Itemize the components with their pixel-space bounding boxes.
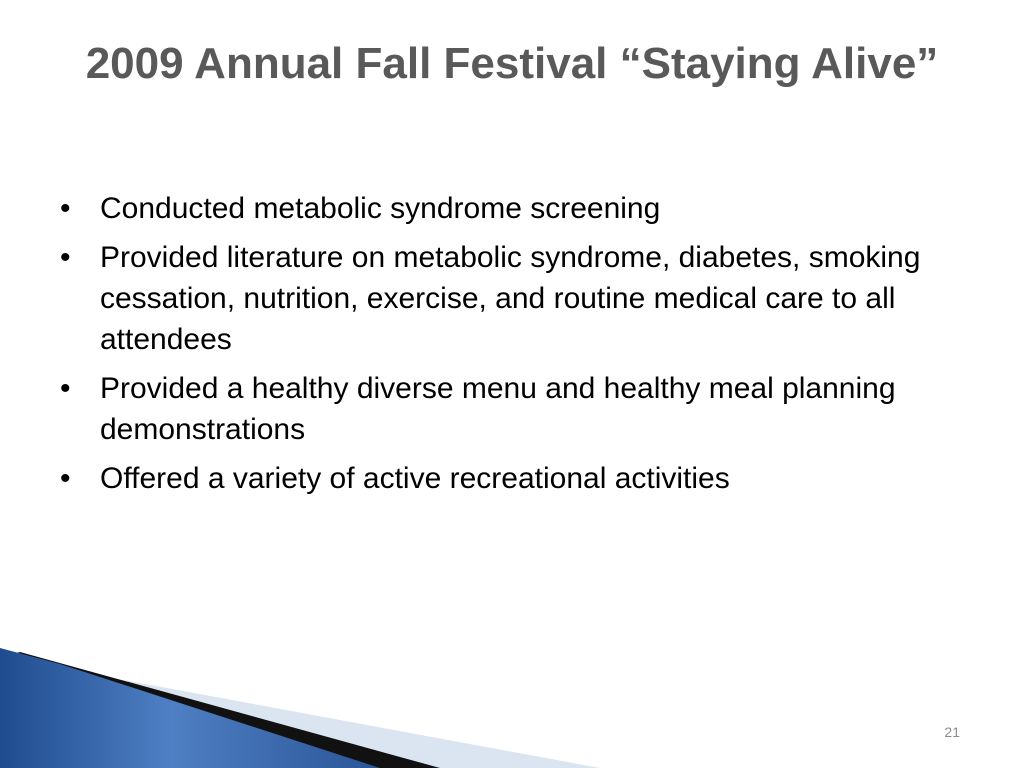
bullet-item bbox=[56, 188, 936, 229]
bullet-item bbox=[56, 237, 936, 360]
black-swoosh bbox=[0, 652, 440, 768]
light-blue-swoosh bbox=[40, 660, 600, 768]
bullet-list bbox=[56, 188, 936, 507]
bullet-dot: • bbox=[60, 241, 71, 274]
bullet-dot: • bbox=[60, 372, 71, 405]
bullet-text: Provided a healthy diverse menu and healthy meal planning demonstrations bbox=[100, 372, 896, 446]
bullet-text: Provided literature on metabolic syndrome, diabetes, smoking cessation, nutrition, exercise, and routine medical care to all attendees bbox=[100, 241, 921, 356]
slide-title: 2009 Annual Fall Festival “Staying Alive” bbox=[85, 39, 939, 88]
bullet-item bbox=[56, 368, 936, 450]
bullet-text: Conducted metabolic syndrome screening bbox=[100, 192, 661, 225]
bullet-dot: • bbox=[60, 462, 71, 495]
bullet-item bbox=[56, 458, 936, 499]
blue-swoosh bbox=[0, 648, 380, 768]
bullet-dot: • bbox=[60, 192, 71, 225]
bullet-text: Offered a variety of active recreational activities bbox=[100, 462, 730, 495]
page-number: 21 bbox=[944, 724, 960, 740]
